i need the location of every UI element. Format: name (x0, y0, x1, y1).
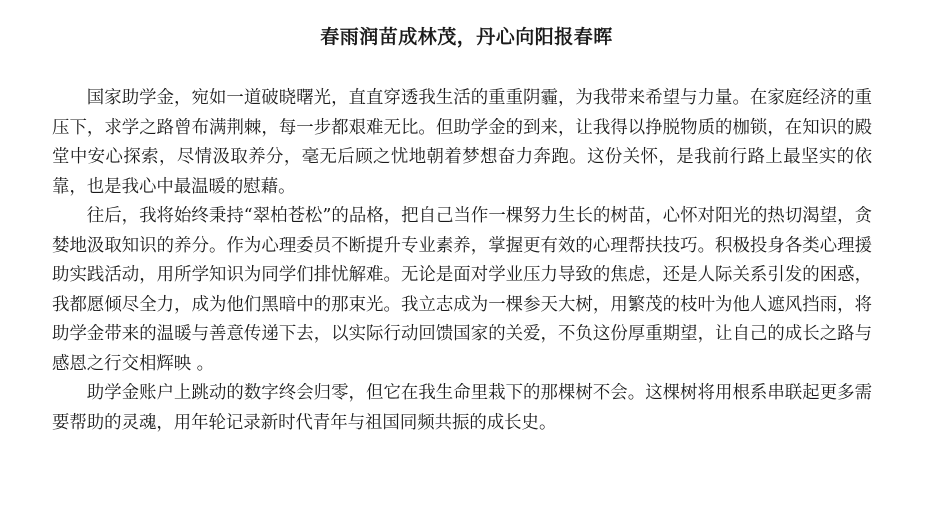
paragraph-3: 助学金账户上跳动的数字终会归零，但它在我生命里栽下的那棵树不会。这棵树将用根系串联起更多需要帮助的灵魂，用年轮记录新时代青年与祖国同频共振的成长史。 (52, 383, 872, 433)
document-title: 春雨润苗成林茂，丹心向阳报春晖 (320, 26, 613, 48)
paragraph-1: 国家助学金，宛如一道破晓曙光，直直穿透我生活的重重阴霾，为我带来希望与力量。在家庭经济的重压下，求学之路曾布满荆棘，每一步都艰难无比。但助学金的到来，让我得以挣脱物质的枷锁，在知识的殿堂中安心探索，尽情汲取养分，毫无后顾之忧地朝着梦想奋力奔跑。这份关怀，是我前行路上最坚实的依靠，也是我心中最温暖的慰藉。 (52, 88, 872, 197)
document-body (52, 84, 872, 438)
paragraph-2: 往后，我将始终秉持“翠柏苍松”的品格，把自己当作一棵努力生长的树苗，心怀对阳光的热切渴望，贪婪地汲取知识的养分。作为心理委员不断提升专业素养，掌握更有效的心理帮扶技巧。积极投身各类心理援助实践活动，用所学知识为同学们排忧解难。无论是面对学业压力导致的焦虑，还是人际关系引发的困惑，我都愿倾尽全力，成为他们黑暗中的那束光。我立志成为一棵参天大树，用繁茂的枝叶为他人遮风挡雨，将助学金带来的温暖与善意传递下去，以实际行动回馈国家的关爱，不负这份厚重期望，让自己的成长之路与感恩之行交相辉映 。 (52, 206, 872, 374)
